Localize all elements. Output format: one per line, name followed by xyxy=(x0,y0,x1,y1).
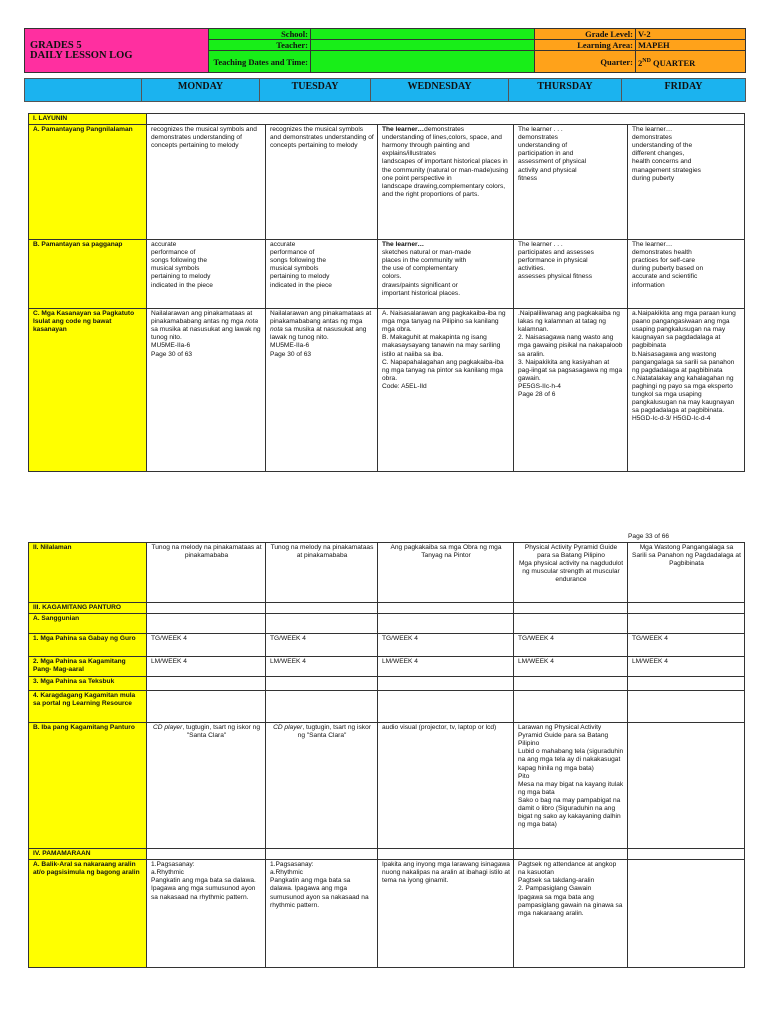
content-standard-friday: The learner… demonstrates understanding of the different changes, health concerns and management strategies during puberty xyxy=(628,125,745,240)
content-standard-tuesday: recognizes the musical symbols and demonstrates understanding of concepts pertaining to melody xyxy=(266,125,378,240)
content-materials-table xyxy=(28,542,745,968)
teacher-guide-monday: TG/WEEK 4 xyxy=(147,634,266,657)
quarter-number: 2 xyxy=(638,57,643,68)
content-standard-wednesday-lead: The learner… xyxy=(382,126,425,134)
competency-friday: a.Naipakikita ang mga paraan kung paano pangangasiwaan ang mga usaping pangkalusugan na may kaugnayan sa pagdadalaga at pagbibinata b.Naisasagawa ang wastong pangangalaga sa sarili sa panahon ng pagdadalaga at pagbibinata c.Natatalakay ang kahalagahan ng paghingi ng payo sa mga eksperto tungkol sa mga usaping pangkalusugan na may kaugnayan sa pagdadalaga at pagbibinata. H5GD-Ic-d-3/ H5GD-Ic-d-4 xyxy=(628,309,745,472)
pamantayan-sa-pagganap-label: B. Pamantayan sa pagganap xyxy=(29,240,147,309)
teaching-dates-value[interactable] xyxy=(311,51,535,73)
quarter-value xyxy=(636,51,746,73)
learner-material-monday: LM/WEEK 4 xyxy=(147,657,266,677)
day-wednesday: WEDNESDAY xyxy=(371,79,509,102)
learning-area-label: Learning Area: xyxy=(535,40,636,51)
other-materials-monday-cd: CD player xyxy=(152,724,183,732)
day-monday: MONDAY xyxy=(142,79,260,102)
performance-standard-wednesday-lead: The learner… xyxy=(382,241,425,249)
grade-level-label: Grade Level: xyxy=(535,29,636,40)
competency-thursday: .Naipaliliwanag ang pagkakaiba ng lakas ng kalamnan at tatag ng kalamnan. 2. Naisasagawa nang wasto ang mga gawaing pisikal na nakapaloob sa aralin. 3. Naipakikita ang kasiyahan at pag-iingat sa pagsasagawa ng mga gawain. PE5GS-IIc-h-4 Page 28 of 6 xyxy=(514,309,628,472)
layunin-heading: I. LAYUNIN xyxy=(29,114,147,125)
other-materials-thursday: Larawan ng Physical Activity Pyramid Guide para sa Batang Pilipino Lubid o mahabang tela (siguraduhin na ang mga tela ay di nakakasugat kapag hinila ng mga bata) Pito Mesa na may bigat na kayang itulak ng mga bata Sako o bag na may pampabigat na damit o libro (Siguraduhin na ang bigat ng sako ay kakayaning dalhin ng mga bata) xyxy=(514,723,628,849)
days-corner xyxy=(25,79,142,102)
learner-material-tuesday: LM/WEEK 4 xyxy=(266,657,378,677)
weekday-header-bar xyxy=(24,78,745,102)
pamamaraan-heading: IV. PAMAMARAAN xyxy=(29,849,147,860)
kagamitang-pang-mag-aaral-label: 2. Mga Pahina sa Kagamitang Pang- Mag-aaral xyxy=(29,657,147,677)
content-standard-thursday: The learner . . . demonstrates understanding of participation in and assessment of physical activity and physical fitness xyxy=(514,125,628,240)
grade-level-value: V-2 xyxy=(636,29,746,40)
review-monday: 1.Pagsasanay: a.Rhythmic Pangkatin ang mga bata sa dalawa. Ipagawa ang mga sumusunod ayon sa nakasaad na rhythmic pattern. xyxy=(147,860,266,968)
log-title xyxy=(25,29,209,73)
performance-standard-wednesday xyxy=(378,240,514,309)
teacher-guide-thursday: TG/WEEK 4 xyxy=(514,634,628,657)
competency-wednesday: A. Naisasalarawan ang pagkakaiba-iba ng mga mga tanyag na Pilipino sa kanilang mga obra. B. Makaguhit at makapinta ng isang makasaysayang tanawin na may sariling istilo at naiiba sa iba. C. Napapahalagahan ang pagkakaiba-iba ng mga tanyag na pintor sa kanilang mga obra. Code: A5EL-IId xyxy=(378,309,514,472)
competency-tuesday-note: nota xyxy=(270,326,283,334)
teacher-guide-tuesday: TG/WEEK 4 xyxy=(266,634,378,657)
balik-aral-label: A. Balik-Aral sa nakaraang aralin at/o pagsisimula ng bagong aralin xyxy=(29,860,147,968)
content-standard-wednesday-lead2: demonstrates xyxy=(424,126,465,134)
learner-material-friday: LM/WEEK 4 xyxy=(628,657,745,677)
content-standard-wednesday-text: understanding of lines,colors, space, and harmony through painting and explains/illustrates landscapes of important historical places in the community (natural or man-made)using one point perspective in landscape drawing,complementary colors, and the right proportions of parts. xyxy=(382,134,509,198)
log-title-line2: DAILY LESSON LOG xyxy=(30,49,133,61)
performance-standard-friday: The learner… demonstrates health practices for self-care during puberty based on accurate and scientific information xyxy=(628,240,745,309)
learner-material-wednesday: LM/WEEK 4 xyxy=(378,657,514,677)
teaching-dates-label: Teaching Dates and Time: xyxy=(209,51,311,73)
content-tuesday: Tunog na melody na pinakamataas at pinakamababa xyxy=(266,543,378,603)
competency-monday-post: sa musika at nasusukat ang lawak ng tunog nito. MU5ME-IIa-6 Page 30 of 63 xyxy=(151,326,261,358)
performance-standard-monday: accurate performance of songs following the musical symbols pertaining to melody indicated in the piece xyxy=(147,240,266,309)
review-friday xyxy=(628,860,745,968)
content-thursday: Physical Activity Pyramid Guide para sa Batang Pilipino Mga physical activity na nagdudulot ng muscular strength at muscular endurance xyxy=(514,543,628,603)
karagdagang-kagamitan-label: 4. Karagdagang Kagamitan mula sa portal ng Learning Resource xyxy=(29,691,147,723)
page-number-note: Page 33 of 66 xyxy=(628,533,670,540)
sanggunian-label: A. Sanggunian xyxy=(29,614,147,634)
day-friday: FRIDAY xyxy=(622,79,746,102)
day-thursday: THURSDAY xyxy=(509,79,622,102)
layunin-blank xyxy=(147,114,745,125)
objectives-table xyxy=(28,113,745,472)
lesson-log-header xyxy=(24,28,745,72)
learning-area-value: MAPEH xyxy=(636,40,746,51)
log-title-line1: GRADES 5 xyxy=(30,39,82,51)
iba-pang-kagamitan-label: B. Iba pang Kagamitang Panturo xyxy=(29,723,147,849)
other-materials-wednesday: audio visual (projector, tv, laptop or lcd) xyxy=(378,723,514,849)
competency-monday-note: nota xyxy=(245,318,259,326)
performance-standard-tuesday: accurate performance of songs following the musical symbols pertaining to melody indicated in the piece xyxy=(266,240,378,309)
other-materials-monday xyxy=(147,723,266,849)
other-materials-tuesday xyxy=(266,723,378,849)
school-label: School: xyxy=(209,29,311,40)
competency-tuesday-pre: Nailalarawan ang pinakamataas at pinakamababang antas ng mga xyxy=(270,310,372,326)
content-standard-wednesday xyxy=(378,125,514,240)
school-value[interactable] xyxy=(311,29,535,40)
review-thursday: Pagtsek ng attendance at angkop na kasuotan Pagtsek sa takdang-aralin 2. Pampasiglang Gawain Ipagawa sa mga bata ang pampasiglang gawain na ginawa sa mga nakaraang aralin. xyxy=(514,860,628,968)
nilalaman-label: II. Nilalaman xyxy=(29,543,147,603)
teacher-guide-friday: TG/WEEK 4 xyxy=(628,634,745,657)
competency-monday xyxy=(147,309,266,472)
content-wednesday: Ang pagkakaiba sa mga Obra ng mga Tanyag na Pintor xyxy=(378,543,514,603)
performance-standard-wednesday-text: sketches natural or man-made places in the community with the use of complementary colors. draws/paints significant or important historical places. xyxy=(382,249,472,297)
quarter-suffix: QUARTER xyxy=(650,57,696,68)
competency-tuesday-post: sa musika at nasusukat ang lawak ng tunog nito. MU5ME-IIa-6 Page 30 of 63 xyxy=(270,326,367,358)
gabay-ng-guro-label: 1. Mga Pahina sa Gabay ng Guro xyxy=(29,634,147,657)
pamantayang-pangnilalaman-label: A. Pamantayang Pangnilalaman xyxy=(29,125,147,240)
other-materials-tuesday-rest: , tugtugin, tsart ng iskor ng "Santa Clara" xyxy=(297,724,371,740)
kasanayan-sa-pagkatuto-label: C. Mga Kasanayan sa Pagkatuto Isulat ang code ng bawat kasanayan xyxy=(29,309,147,472)
review-tuesday: 1.Pagsasanay: a.Rhythmic Pangkatin ang mga bata sa dalawa. Ipagawa ang mga sumusunod ayon sa nakasaad na rhythmic pattern. xyxy=(266,860,378,968)
review-wednesday: Ipakita ang inyong mga larawang isinagawa nuong nakalipas na aralin at ibahagi istilo at tema na iyong ginamit. xyxy=(378,860,514,968)
teksbuk-label: 3. Mga Pahina sa Teksbuk xyxy=(29,677,147,691)
content-friday: Mga Wastong Pangangalaga sa Sarili sa Panahon ng Pagdadalaga at Pagbibinata xyxy=(628,543,745,603)
teacher-value[interactable] xyxy=(311,40,535,51)
content-monday: Tunog na melody na pinakamataas at pinakamababa xyxy=(147,543,266,603)
day-tuesday: TUESDAY xyxy=(260,79,371,102)
other-materials-tuesday-cd: CD player xyxy=(273,724,303,732)
content-standard-monday: recognizes the musical symbols and demonstrates understanding of concepts pertaining to melody xyxy=(147,125,266,240)
teacher-label: Teacher: xyxy=(209,40,311,51)
performance-standard-thursday: The learner . . . participates and assesses performance in physical activities. assesses physical fitness xyxy=(514,240,628,309)
kagamitang-panturo-heading: III. KAGAMITANG PANTURO xyxy=(29,603,147,614)
competency-tuesday xyxy=(266,309,378,472)
teacher-guide-wednesday: TG/WEEK 4 xyxy=(378,634,514,657)
learner-material-thursday: LM/WEEK 4 xyxy=(514,657,628,677)
quarter-label: Quarter: xyxy=(535,51,636,73)
competency-monday-pre: Nailalarawan ang pinakamataas at pinakamababang antas ng mga xyxy=(151,310,253,326)
other-materials-monday-rest: , tugtugin, tsart ng iskor ng "Santa Clara" xyxy=(182,724,261,740)
quarter-ordinal: ND xyxy=(642,57,651,64)
